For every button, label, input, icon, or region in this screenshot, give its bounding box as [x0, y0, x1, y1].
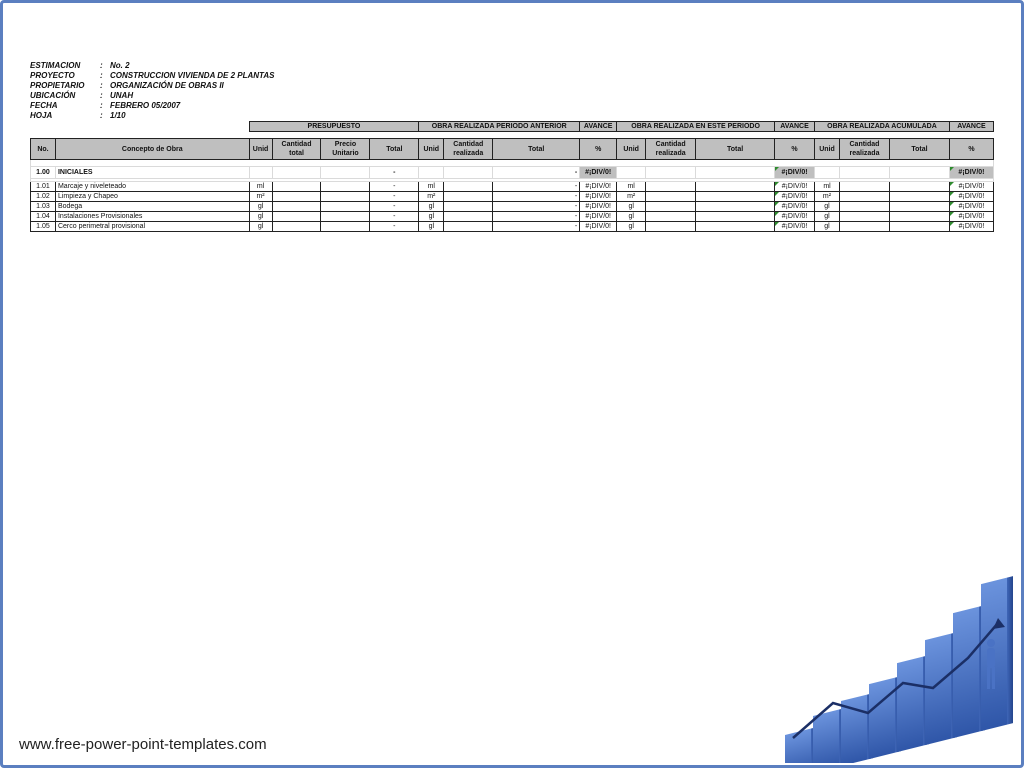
- col-header: Cantidad realizada: [646, 139, 696, 160]
- group-avance-3: AVANCE: [949, 122, 993, 132]
- section-total-presupuesto: -: [370, 167, 419, 179]
- meta-estimacion: ESTIMACION : No. 2: [30, 61, 130, 70]
- col-header: Total: [696, 139, 775, 160]
- col-header: Cantidad realizada: [444, 139, 493, 160]
- table-row: 1.03 Bodega gl - gl - #¡DIV/0! gl #¡DIV/0! gl #¡DIV/0!: [31, 202, 994, 212]
- section-avance-2: #¡DIV/0!: [775, 167, 815, 179]
- col-header: Unid: [419, 139, 444, 160]
- col-header: Unid: [249, 139, 272, 160]
- group-avance-1: AVANCE: [580, 122, 617, 132]
- col-header: Concepto de Obra: [55, 139, 249, 160]
- section-avance-3: #¡DIV/0!: [949, 167, 993, 179]
- meta-hoja: HOJA : 1/10: [30, 111, 126, 120]
- col-header: Total: [493, 139, 580, 160]
- group-acumulada: OBRA REALIZADA ACUMULADA: [815, 122, 950, 132]
- section-number: 1.00: [31, 167, 56, 179]
- meta-proyecto: PROYECTO : CONSTRUCCION VIVIENDA DE 2 PLANTAS: [30, 71, 275, 80]
- table-row: 1.05 Cerco perimetral provisional gl - gl - #¡DIV/0! gl #¡DIV/0! gl #¡DIV/0!: [31, 222, 994, 232]
- column-header-row: [31, 139, 994, 160]
- col-header: Cantidad realizada: [840, 139, 890, 160]
- col-header: Precio Unitario: [321, 139, 370, 160]
- group-avance-2: AVANCE: [775, 122, 815, 132]
- footer-url: www.free-power-point-templates.com: [19, 736, 267, 753]
- bar-chart-growth-illustration: [773, 563, 1023, 763]
- section-name: INICIALES: [55, 167, 249, 179]
- table-row: 1.04 Instalaciones Provisionales gl - gl - #¡DIV/0! gl #¡DIV/0! gl #¡DIV/0!: [31, 212, 994, 222]
- col-header: %: [580, 139, 617, 160]
- col-header: No.: [31, 139, 56, 160]
- estimate-table: [30, 121, 994, 232]
- group-presupuesto: PRESUPUESTO: [249, 122, 419, 132]
- col-header: Total: [370, 139, 419, 160]
- group-este-periodo: OBRA REALIZADA EN ESTE PERIODO: [617, 122, 775, 132]
- col-header: Cantidad total: [272, 139, 321, 160]
- spreadsheet: [30, 58, 994, 248]
- col-header: %: [949, 139, 993, 160]
- table-row: 1.02 Limpieza y Chapeo m² - m² - #¡DIV/0! m² #¡DIV/0! m² #¡DIV/0!: [31, 192, 994, 202]
- meta-fecha: FECHA : FEBRERO 05/2007: [30, 101, 181, 110]
- meta-ubicacion: UBICACIÓN : UNAH: [30, 91, 134, 100]
- col-header: Unid: [617, 139, 646, 160]
- col-header: %: [775, 139, 815, 160]
- group-periodo-anterior: OBRA REALIZADA PERIODO ANTERIOR: [419, 122, 580, 132]
- group-header-row: [31, 122, 994, 132]
- col-header: Total: [889, 139, 949, 160]
- section-row: [31, 167, 994, 179]
- section-avance-1: #¡DIV/0!: [580, 167, 617, 179]
- meta-propietario: PROPIETARIO : ORGANIZACIÓN DE OBRAS II: [30, 81, 224, 90]
- col-header: Unid: [815, 139, 840, 160]
- table-row: 1.01 Marcaje y niveleteado ml - ml - #¡DIV/0! ml #¡DIV/0! ml #¡DIV/0!: [31, 182, 994, 192]
- section-total-anterior: -: [493, 167, 580, 179]
